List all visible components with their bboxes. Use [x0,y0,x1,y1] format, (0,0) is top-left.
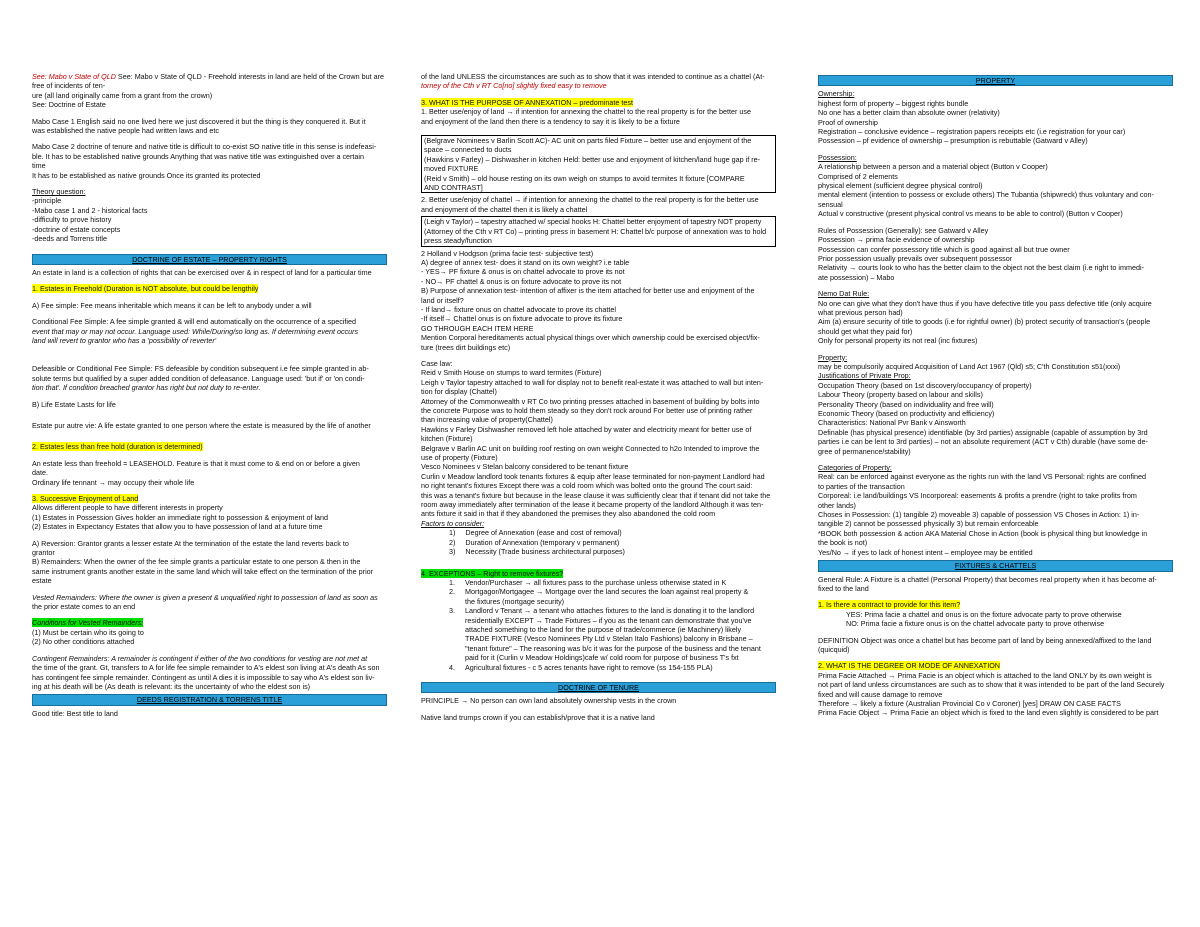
column-left [32,72,387,718]
list-item: -Mabo case 1 and 2 - historical facts [32,205,148,215]
list-item [421,663,776,672]
text-line: the time of the grant. Gt, transfers to A for life fee simple remainder to A's eldest son living at A's death As son [32,663,380,673]
text-line: (2) No other conditions attached [32,637,135,647]
text-line: event that may or may not occur. Language used: While/During/so long as. If determining event occurs [32,326,359,336]
text-line: Allows different people to have different interests in property [32,503,223,513]
text-line: same instrument grants another estate in the same land which will take effect on the termination of the prior [32,566,374,576]
list-number: 2) [449,537,456,547]
text-line: than increasing value of property(Chattel) [421,415,553,425]
column-middle [421,72,776,722]
list-item: NO: Prima facie a fixture onus is on the chattel advocate party to prove otherwise [846,619,1105,629]
text-line: Personality Theory (based on individuality and free will) [818,399,994,409]
subheading: Property: [818,352,848,362]
text-line: No one can give what they don't have thus if you have defective title you pass defective title (only acquire [818,298,1152,308]
section-header: DOCTRINE OF TENURE [421,682,776,693]
section-header: PROPERTY [818,75,1173,86]
highlighted-heading: 2. WHAT IS THE DEGREE OR MODE OF ANNEXATION [818,661,1000,671]
text-line: It has to be established as native grounds Once its granted its protected [32,170,261,180]
text-line: use of property (Fixture) [421,453,498,463]
text-line: and enjoyment of the land then there is a tendency to say it is likely to be a fixture [421,116,680,126]
text-line [421,98,776,107]
text-line: sensual [818,199,843,209]
text-line: Definable (has physical presence) identifiable (by 3rd parties) assignable (capable of assumption by 3rd [818,427,1148,437]
column-right [818,72,1173,718]
text-line: See: Doctrine of Estate [32,100,106,110]
text-line: Actual v constructive (present physical control vs means to be able to control) (Button v Cooper) [818,209,1123,219]
list-text: Agricultural fixtures - c 5 acres tenants have right to remove (ss 154-155 PLA) [465,662,713,672]
highlighted-heading: 2. Estates less than free hold (duration is determined) [32,442,203,452]
list-text: Mortgagor/Mortgagee → Mortgage over the land secures the loan against real property & [465,587,749,597]
text-line: was established the native people had written laws and etc [32,126,219,136]
list-continuation: residentially EXCEPT → Trade Fixtures – if you as the tenant can demonstrate that you've [465,615,752,625]
text-line: Labour Theory (property based on labour and skills) [818,390,983,400]
text-line: Economic Theory (based on productivity and efficiency) [818,409,995,418]
highlighted-heading: 4. EXCEPTIONS – Right to remove fixtures? [421,568,564,578]
case-box [421,216,776,246]
section-header: DOCTRINE OF ESTATE – PROPERTY RIGHTS [32,254,387,265]
list-number: 1) [449,528,456,538]
text-line: DEFINITION Object was once a chattel but has become part of land by being annexed/affixed to the land [818,635,1152,645]
highlighted-heading: 1. Is there a contract to provide for this item? [818,600,961,610]
text-line: solute terms but qualified by a super added condition of defeasance. Language used: 'but if' or 'on condi- [32,373,365,383]
text-line: Prima Facie Attached → Prima Facie is an object which is attached to the land ONLY by its own weight is [818,670,1152,680]
text-line: Corporeal: i.e land/buildings VS Incorporeal: easements & profits a prendre (right to take profits from [818,491,1137,501]
text-line: - NO→ PF chattel & onus is on fixture advocate to prove its not [421,276,622,286]
list-item [421,547,776,556]
list-item: -doctrine of estate concepts [32,224,121,234]
text-line: Aim (a) ensure security of title to goods (i.e for rightful owner) (b) protect security of transaction's (people [818,317,1151,327]
text-line: Ordinary life tennant → may occupy their whole life [32,477,195,487]
text-line: Native land trumps crown if you can establish/prove that it is a native land [421,712,655,722]
text-line: of the land UNLESS the circumstances are such as to show that it was intended to continue as a chattel (At- [421,72,765,81]
text: See: Mabo v State of QLD - Freehold interests in land are held of the Crown but are free of incidents of ten- [32,72,384,91]
text-line: GO THROUGH EACH ITEM HERE [421,323,534,333]
text-line: to parties of the transaction [818,481,905,491]
text-line: fixed to the land [818,583,869,593]
case-box [421,135,776,193]
text-line: tangible 2) cannot be possessed physically 3) but remain enforceable [818,519,1039,529]
text-line: Contingent Remainders: A remainder is contingent if either of the two conditions for vesting are not met at [32,653,368,663]
text-line: moved FIXTURE [424,164,479,174]
text-line: (Attorney of the Cth v RT Co) – printing press in basement H: Chattel b/c purpose of annexation was to hold [424,226,767,236]
list-item [421,578,776,587]
text-line: - YES→ PF fixture & onus is on chattel advocate to prove its not [421,267,625,277]
list-continuation: attached something to the land for the purpose of trade/commerce (ie Machinery) likely [465,624,742,634]
list-number: 2. [449,587,455,597]
text-line [32,72,387,91]
text-line: Possession can confer possessory title which is good against all but true owner [818,244,1070,254]
list-text: Landlord v Tenant → a tenant who attaches fixtures to the land is donating it to the landlord [465,606,755,616]
text-line: (Reid v Smith) – old house resting on its own weigh on stumps to avoid termites It fixture [COMPARE [424,173,745,183]
text-line: Rules of Possession (Generally): see Gatward v Alley [818,225,989,235]
text-line: Belgrave v Barlin AC unit on building roof resting on own weight Connected to h2o Intended to improve the [421,443,760,453]
list-item [421,606,776,615]
text-line: Mabo Case 1 English said no one lived here we just discovered it but the thing is they conquered it. But it [32,116,366,126]
subheading: Justifications of Private Prop: [818,371,911,381]
text-line: highest form of property – biggest rights bundle [818,98,969,108]
text-line: the concrete Purpose was to hold them steady so they don't rock around For better use of printing rather [421,406,753,415]
text-line: (2) Estates in Expectancy Estates that allow you to have possession of land at a future time [32,522,323,532]
list-continuation: paid for it (Curlin v Meadow Holdings)cafe w/ cold room for purpose of business T's fxt [465,653,739,663]
list-number: 3) [449,547,456,557]
text-line: No one has a better claim than absolute owner (relativity) [818,108,1000,118]
text-line: B) Remainders: When the owner of the fee simple grants a particular estate to one person & then in the [32,557,361,567]
text-line: Registration – conclusive evidence – registration papers receipts etc (i.e registration for your car) [818,127,1126,137]
text-line: what previous person had) [818,307,903,317]
text-line: and enjoyment of the chattel then it is likely a chattel [421,204,588,214]
text-line: ate possession) – Mabo [818,272,895,282]
text-line: An estate in land is a collection of rights that can be exercised over & in respect of land for a particular time [32,267,372,277]
text-line: Occupation Theory (based on 1st discovery/occupancy of property) [818,380,1032,390]
text-line: time [32,161,46,171]
list-text: Vendor/Purchaser → all fixtures pass to the purchase unless otherwise stated in K [465,577,727,587]
list-text: Degree of Annexation (ease and cost of removal) [465,528,622,538]
section-header: FIXTURES & CHATTELS [818,560,1173,571]
text-line: land will revert to grantor who has a 'possibility of reverter' [32,335,217,345]
text-line: should get what they paid for) [818,326,913,336]
text-line: Real: can be enforced against everyone as the rights run with the land VS Personal: rights are confined [818,472,1147,482]
list-item: -principle [32,196,62,206]
text-line: Relativity → courts look to who has the better claim to the object not the best claim (i.e right to immedi- [818,263,1144,273]
text-line: Defeasible or Conditional Fee Simple: FS defeasible by condition subsequent i.e fee simple granted in ab- [32,364,369,374]
list-continuation: TRADE FIXTURE (Vesco Nominees Pty Ltd v Stelan Italo Fashions) balcony in Brisbane – [465,634,753,644]
text-line [818,661,1173,670]
text-line: ble. It has to be established native grounds Anything that was native title was extinguished over a certain [32,151,365,161]
text-line: Proof of ownership [818,117,878,127]
text-line: Possession → prima facie evidence of ownership [818,235,975,245]
text-line [421,569,776,578]
text-line: (1) Must be certain who its going to [32,627,144,637]
text-line: A) degree of annex test- does it stand on its own weight? i.e table [421,257,630,267]
text-line: may be compulsorily acquired Acquisition of Land Act 1967 (Qld) s5; C'th Constitution s51(xxxi) [818,361,1121,371]
list-continuation: the fixtures (mortgage security) [465,596,565,606]
text-line: Vesco Nominees v Stelan balcony considered to be tenant fixture [421,462,629,472]
list-item [421,587,776,596]
text-line: Conditional Fee Simple: A fee simple granted & will end automatically on the occurrence of a specified [32,317,357,327]
text-line: Leigh v Taylor tapestry attached to wall for display not to benefit real-estate it was attached to wall but inten- [421,377,764,387]
text-line: space – connected to ducts [424,145,512,155]
text-line [818,600,1173,609]
text-line: land or itself? [421,295,464,305]
text-line: 2. Better use/enjoy of chattel → if intention for annexing the chattel to the real property is for the better use [421,195,759,205]
text-line: not part of land unless circumstances are such as to show that it was intended to be part of the land Securely [818,680,1165,690]
text-line: Only for personal property its not real (inc fixtures) [818,336,978,346]
list-number: 3. [449,606,455,616]
case-citation: See: Mabo v State of QLD [32,72,116,81]
text-line: ture (trees dirt buildings etc) [421,342,511,352]
text-line: A) Reversion: Grantor grants a lesser estate At the termination of the estate the land reverts back to [32,538,349,548]
text-line: - If land→ fixture onus on chattel advocate to prove its chattel [421,304,616,314]
section-header: DEEDS REGISTRATION & TORRENS TITLE [32,694,387,705]
text-line: no right tenant's fixtures Except there was a cold room which was bolted onto the ground The court said: [421,481,753,491]
text-line: Yes/No → if yes to lack of honest intent – employee may be entitled [818,547,1033,557]
text-line: (Leigh v Taylor) – tapestry attached w/ special hooks H: Chattel better enjoyment of tapestry NOT property [424,217,762,227]
text-line [32,618,387,627]
text-line: Vested Remainders: Where the owner is given a present & unqualified right to possession of land as soon as [32,592,378,602]
subheading: Ownership: [818,89,855,99]
text-line: grantor [32,548,55,558]
text-line: AND CONTRAST] [424,183,483,193]
list-item: -deeds and Torrens title [32,234,107,244]
text-line: -If itself→ Chattel onus is on fixture advocate to prove its fixture [421,314,623,324]
text-line: Mabo Case 2 doctrine of tenure and native title is difficult to co-exist SO native title in this sense is indefeasi- [32,142,377,152]
list-text: Duration of Annexation (temporary v permanent) [465,537,620,547]
text-line: A) Fee simple: Fee means inheritable which means it can be left to anybody under a will [32,300,312,310]
text-line: Estate pur autre vie: A life estate granted to one person where the estate is measured by the life of another [32,420,371,430]
text-line: (1) Estates in Possession Gives holder an immediate right to possession & enjoyment of land [32,512,329,522]
text-line: Good title: Best title to land [32,708,118,718]
text-line: Choses in Possession: (1) tangible 2) moveable 3) capable of possession VS Choses in Action: 1) in- [818,510,1140,520]
text-line: tion for display (Chattel) [421,387,497,397]
text-line: B) Life Estate Lasts for life [32,399,116,409]
text-line: 2 Holland v Hodgson (prima facie test- subjective test) [421,248,594,258]
list-number: 4. [449,662,455,672]
text-line: kitchen (Fixture) [421,434,473,444]
text-line: A relationship between a person and a material object (Button v Cooper) [818,162,1048,172]
text-line: (quicquid) [818,644,850,654]
text-line: PRINCIPLE → No person can own land absolutely ownership vests in the crown [421,696,677,706]
text-line: this was a tenant's fixture but because in the lease clause it was sufficiently clear that if tenant did not take the [421,490,771,500]
text-line [32,494,387,503]
text-line: Comprised of 2 elements [818,171,898,181]
list-item: YES: Prima facie a chattel and onus is on the fixture advocate party to prove otherwise [846,609,1122,619]
text-line [32,442,387,451]
text-line: ure (all land originally came from a grant from the crown) [32,90,213,100]
text-line: Attorney of the Commonwealth v RT Co two printing presses attached in basement of building by bolts into [421,396,760,406]
text-line: Curlin v Meadow landlord took tenants fixtures & equip after lease terminated for non-payment Landlord had [421,471,765,481]
list-item [421,528,776,537]
text-line: Characteristics: National Pvr Bank v Ainsworth [818,418,966,428]
text-line: Mention Corporal hereditaments actual physical things over which ownership could be exercised object/fix- [421,333,760,343]
text-line: room away immediately after termination of the lease it became property of the landlord Although it was ten- [421,500,764,510]
text-line: Possession – pf evidence of ownership – presumption is rebuttable (Gatward v Alley) [818,136,1088,146]
text-line: mental element (intention to possess or exclude others) The Tubantia (shipwreck) thus voluntary and con- [818,190,1154,200]
highlighted-heading: Conditions for Vested Remainders: [32,618,144,628]
list-item [421,538,776,547]
highlighted-heading: 3. Successive Enjoyment of Land [32,494,139,503]
text-line: gree of permanence/stability) [818,446,911,456]
case-citation: torney of the Cth v RT Co[no] slightly fixed easy to remove [421,81,607,91]
text-line: Prima Facie Object → Prima Facie an object which is fixed to the land even slightly is considered to be part [818,708,1159,718]
list-number: 1. [449,577,455,587]
text-line: ants fixture it said in that if they abandoned the premises they also abandoned the cold room [421,509,716,519]
subheading: Factors to consider: [421,518,485,528]
text-line: Case law: [421,358,453,368]
list-item: -difficulty to prove history [32,215,112,225]
text-line: other lands) [818,500,856,510]
subheading: Theory question: [32,187,86,197]
text-line [32,284,387,293]
text-line: the prior estate comes to an end [32,602,136,612]
text-line: Hawkins v Farley Dishwasher removed left hole attached by water and electricity meant for better use of [421,424,752,434]
text-line: Prior possession usually prevails over subsequent possessor [818,253,1013,263]
text-line: General Rule: A Fixture is a chattel (Personal Property) that becomes real property when it has become af- [818,574,1157,584]
text-line: Reid v Smith House on stumps to ward termites (Fixture) [421,368,602,378]
text-line: estate [32,576,52,586]
list-continuation: "tenant fixture" – The reasoning was b/c it was for the purpose of the business and the tenant [465,643,761,653]
text-line: B) Purpose of annexation test- intention of affixer is the item attached for better use and enjoyment of the [421,286,755,296]
text-line: Therefore → likely a fixture (Australian Provincial Co v Coroner) [yes] DRAW ON CASE FACTS [818,698,1121,708]
subheading: Possession: [818,152,857,162]
subheading: Nemo Dat Rule: [818,289,870,299]
list-text: Necessity (Trade business architectural purposes) [465,547,625,557]
text-line: fixed and will cause damage to remove [818,689,943,699]
text-line: date. [32,468,48,478]
subheading: Categories of Property: [818,463,892,473]
text-line: physical element (sufficient degree physical control) [818,181,983,191]
text-line: ing at his death will be (As death is relevant: its the uncertainty of who the eldest son is) [32,681,311,691]
text-line: parties i.e can be lent to 3rd parties) – not an absolute requirement (ACT v Cth) durable (have some de- [818,437,1148,447]
highlighted-heading: 3. WHAT IS THE PURPOSE OF ANNEXATION – predominate test [421,97,633,107]
text-line: the book is not) [818,538,868,548]
highlighted-heading: 1. Estates in Freehold (Duration is NOT absolute, but could be lengthily [32,284,259,294]
text-line: (Belgrave Nominees v Barlin Scott AC)- AC unit on parts filed Fixture – better use and enjoyment of the [424,136,752,146]
text-line: (Hawkins v Farley) – Dishwasher in kitchen Held: better use and enjoyment of kitchen/land huge gap if re- [424,154,760,164]
text-line: tion that'. If condition breached grantor has right but not duty to re-enter. [32,383,261,393]
text-line: press steady/function [424,236,492,246]
text-line: has contingent fee simple remainder. Contingent as until A dies it is impossible to say who A's eldest son liv- [32,672,375,682]
text-line: An estate less than freehold = LEASEHOLD. Feature is that it must come to & end on or before a given [32,458,360,468]
text-line: *BOOK both possession & action AKA Material Chose in Action (book is physical thing but knowledge in [818,528,1148,538]
text-line: 1. Better use/enjoy of land → if intention for annexing the chattel to the real property is for the better use [421,107,752,117]
